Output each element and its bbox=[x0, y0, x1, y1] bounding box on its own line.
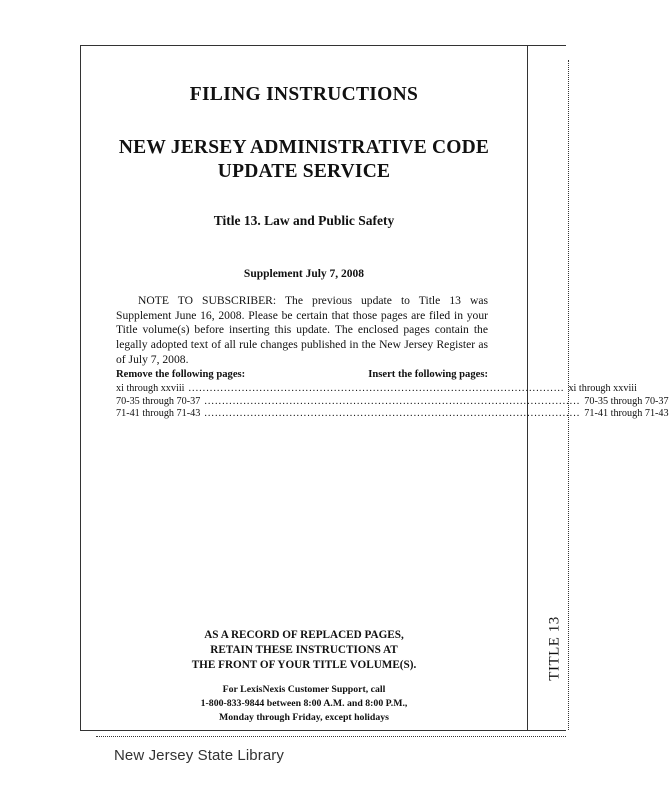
remove-pages-cell: 71-41 through 71-43 bbox=[116, 408, 201, 420]
table-row bbox=[116, 383, 637, 396]
note-to-subscriber: NOTE TO SUBSCRIBER: The previous update to Title 13 was Supplement June 16, 2008. Please be certain that those pages are filed in your Title volume(s) before inserting this update. The enclosed pages contain the legally adopted text of all rule changes published in the New Jersey Register as of July 7, 2008. bbox=[116, 294, 488, 366]
record-line-2: RETAIN THESE INSTRUCTIONS AT bbox=[210, 644, 398, 656]
support-line-3: Monday through Friday, except holidays bbox=[219, 712, 389, 723]
dot-leader: .......................................................................................................... bbox=[204, 395, 581, 407]
supplement-date: Supplement July 7, 2008 bbox=[243, 268, 365, 280]
insert-pages-header: Insert the following pages: bbox=[368, 369, 488, 380]
record-line-1: AS A RECORD OF REPLACED PAGES, bbox=[204, 629, 404, 641]
record-line-3: THE FRONT OF YOUR TITLE VOLUME(S). bbox=[191, 659, 417, 671]
dot-leader: .......................................................................................................... bbox=[204, 408, 581, 420]
insert-pages-cell: xi through xxviii bbox=[568, 383, 637, 394]
remove-pages-cell: xi through xxviii bbox=[116, 383, 185, 394]
remove-pages-cell: 70-35 through 70-37 bbox=[116, 395, 201, 407]
page-replacement-table bbox=[116, 383, 669, 421]
spine-title-text: TITLE 13 bbox=[546, 615, 563, 681]
dot-leader: .......................................................................................................... bbox=[188, 383, 565, 394]
title-line: Title 13. Law and Public Safety bbox=[213, 213, 395, 228]
bottom-border bbox=[80, 730, 566, 731]
table-row bbox=[116, 395, 669, 409]
insert-pages-cell: 70-35 through 70-37 bbox=[584, 395, 669, 407]
top-border bbox=[80, 45, 566, 46]
bottom-border-lower bbox=[96, 736, 566, 737]
subtitle-line-1: NEW JERSEY ADMINISTRATIVE CODE bbox=[118, 137, 490, 158]
left-border bbox=[80, 45, 81, 731]
subtitle-line-2: UPDATE SERVICE bbox=[217, 161, 391, 182]
table-row bbox=[116, 408, 669, 421]
remove-pages-header: Remove the following pages: bbox=[116, 369, 246, 380]
support-line-1: For LexisNexis Customer Support, call bbox=[222, 684, 386, 695]
spine-title-label bbox=[545, 612, 565, 684]
support-line-2: 1-800-833-9844 between 8:00 A.M. and 8:00 P.M., bbox=[200, 698, 408, 709]
filing-instructions-heading: FILING INSTRUCTIONS bbox=[189, 84, 419, 105]
library-stamp: New Jersey State Library bbox=[114, 747, 284, 764]
insert-pages-cell: 71-41 through 71-43 bbox=[584, 408, 669, 420]
